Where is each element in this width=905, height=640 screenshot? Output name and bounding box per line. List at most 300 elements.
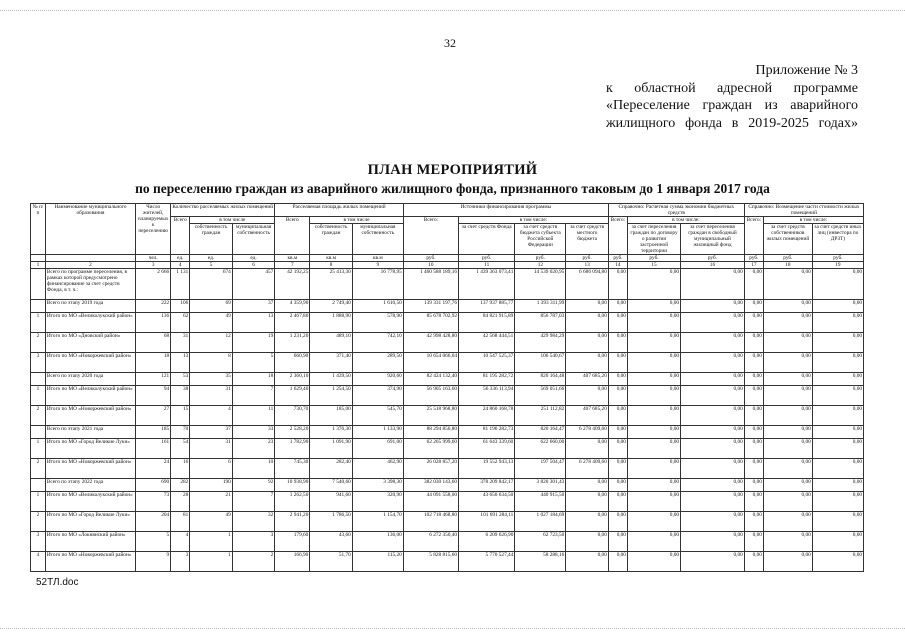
row-value: 6 686 094,80 bbox=[566, 269, 609, 300]
row-value: 15 bbox=[171, 406, 190, 426]
row-value: 1 610,50 bbox=[352, 300, 403, 313]
row-value: 0,00 bbox=[763, 532, 812, 552]
row-value: 166,90 bbox=[275, 552, 310, 572]
row-value: 0,00 bbox=[608, 353, 627, 373]
header-municipality: Наименование муниципального образования bbox=[45, 204, 135, 255]
row-value: 0,00 bbox=[744, 492, 763, 512]
row-value: 10 bbox=[232, 459, 275, 479]
row-value: 85 678 702,92 bbox=[403, 313, 458, 333]
table-row bbox=[31, 300, 864, 313]
row-value: 0,00 bbox=[566, 353, 609, 373]
row-value: 0,00 bbox=[627, 269, 680, 300]
row-value: 0,00 bbox=[763, 333, 812, 353]
row-value: 569 051,66 bbox=[515, 386, 566, 406]
column-number: 5 bbox=[190, 262, 232, 269]
row-value: 0,00 bbox=[763, 300, 812, 313]
row-value: 0,00 bbox=[763, 353, 812, 373]
row-value: 42 192,25 bbox=[275, 269, 310, 300]
row-value: 730,70 bbox=[275, 406, 310, 426]
row-value: 18 bbox=[232, 373, 275, 386]
row-value: 457 bbox=[232, 269, 275, 300]
row-value: 88 294 856,80 bbox=[403, 426, 458, 439]
row-value: 0,00 bbox=[627, 426, 680, 439]
row-value: 7 540,60 bbox=[310, 479, 352, 492]
row-municipality: Итого по МО «Город Великие Луки» bbox=[45, 512, 135, 532]
header-reimb-total: Всего: bbox=[744, 217, 763, 255]
row-value: 24 bbox=[136, 459, 171, 479]
column-number: 9 bbox=[352, 262, 403, 269]
row-municipality: Итого по МО «Новоржевский район» bbox=[45, 353, 135, 373]
row-value: 545,70 bbox=[352, 406, 403, 426]
row-value: 0,00 bbox=[681, 406, 745, 426]
row-value: 1 091,90 bbox=[310, 439, 352, 459]
row-value: 2 749,40 bbox=[310, 300, 352, 313]
column-number: 2 bbox=[45, 262, 135, 269]
row-value: 4 359,90 bbox=[275, 300, 310, 313]
row-value: 0,00 bbox=[681, 300, 745, 313]
row-value: 1 262,50 bbox=[275, 492, 310, 512]
header-local: за счет средств местного бюджета bbox=[566, 224, 609, 255]
unit-cell: ед. bbox=[190, 255, 232, 262]
row-value: 462,90 bbox=[352, 459, 403, 479]
unit-cell: руб. bbox=[763, 255, 812, 262]
row-value: 19 bbox=[232, 333, 275, 353]
row-value: 26 028 857,20 bbox=[403, 459, 458, 479]
row-value: 222 bbox=[136, 300, 171, 313]
row-value: 0,00 bbox=[608, 512, 627, 532]
row-value: 27 bbox=[136, 406, 171, 426]
row-municipality: Итого по МО «Великолукский район» bbox=[45, 313, 135, 333]
table-row bbox=[31, 532, 864, 552]
row-number bbox=[31, 300, 46, 313]
row-value: 0,00 bbox=[627, 406, 680, 426]
row-value: 0,00 bbox=[681, 552, 745, 572]
row-municipality: Итого по МО «Новоржевский район» bbox=[45, 552, 135, 572]
row-value: 0,00 bbox=[681, 386, 745, 406]
row-value: 0,00 bbox=[608, 479, 627, 492]
row-value: 2 bbox=[232, 552, 275, 572]
row-value: 0,00 bbox=[627, 552, 680, 572]
row-value: 0,00 bbox=[812, 353, 863, 373]
row-value: 745,30 bbox=[275, 459, 310, 479]
row-value: 73 bbox=[136, 492, 171, 512]
row-value: 4 bbox=[190, 406, 232, 426]
row-value: 622 660,00 bbox=[515, 439, 566, 459]
row-value: 691,00 bbox=[352, 439, 403, 459]
row-value: 0,00 bbox=[763, 313, 812, 333]
table-row bbox=[31, 353, 864, 373]
row-value: 1 888,90 bbox=[310, 313, 352, 333]
column-number: 1 bbox=[31, 262, 46, 269]
unit-cell: руб. bbox=[681, 255, 745, 262]
row-value: 1 027 184,69 bbox=[515, 512, 566, 532]
column-number: 3 bbox=[136, 262, 171, 269]
row-value: 0,00 bbox=[627, 386, 680, 406]
row-value: 0,00 bbox=[763, 269, 812, 300]
table-row bbox=[31, 512, 864, 532]
row-value: 54 bbox=[171, 439, 190, 459]
row-value: 1 bbox=[190, 552, 232, 572]
row-value: 185,00 bbox=[310, 406, 352, 426]
row-number: 3 bbox=[31, 532, 46, 552]
row-value: 13 bbox=[171, 353, 190, 373]
row-value: 70 bbox=[171, 426, 190, 439]
column-number: 12 bbox=[515, 262, 566, 269]
row-value: 49 bbox=[190, 512, 232, 532]
row-municipality: Итого по МО «Город Великие Луки» bbox=[45, 439, 135, 459]
row-value: 0,00 bbox=[608, 426, 627, 439]
row-value: 101 691 284,11 bbox=[459, 512, 515, 532]
row-value: 0,00 bbox=[608, 459, 627, 479]
row-value: 3 bbox=[232, 532, 275, 552]
row-value: 0,00 bbox=[744, 333, 763, 353]
row-value: 31 bbox=[190, 439, 232, 459]
row-number bbox=[31, 269, 46, 300]
header-premises-count: Количество расселяемых жилых помещений bbox=[171, 204, 275, 217]
row-value: 0,00 bbox=[608, 439, 627, 459]
row-municipality: Итого по МО «Локнянский район» bbox=[45, 532, 135, 552]
row-value: 81 bbox=[171, 512, 190, 532]
header-sources-including: в том числе: bbox=[459, 217, 609, 224]
row-value: 1 786,50 bbox=[310, 512, 352, 532]
row-number: 1 bbox=[31, 439, 46, 459]
row-value: 0,00 bbox=[608, 373, 627, 386]
row-value: 1 460 588 189,16 bbox=[403, 269, 458, 300]
row-value: 0,00 bbox=[812, 532, 863, 552]
header-area-citizens: собственность граждан bbox=[310, 224, 352, 255]
row-value: 0,00 bbox=[744, 479, 763, 492]
row-value: 35 bbox=[190, 373, 232, 386]
row-value: 2 467,80 bbox=[275, 313, 310, 333]
header-eco-contract: за счет переселения граждан по договору о развитии застроенной территории bbox=[627, 224, 680, 255]
row-number: 2 bbox=[31, 333, 46, 353]
row-value: 81 196 282,73 bbox=[459, 426, 515, 439]
header-area-including: в том числе bbox=[310, 217, 403, 224]
row-value: 10 938,90 bbox=[275, 479, 310, 492]
row-value: 31 bbox=[190, 386, 232, 406]
row-municipality: Всего по этапу 2021 года bbox=[45, 426, 135, 439]
row-value: 23 bbox=[232, 439, 275, 459]
row-value: 0,00 bbox=[681, 313, 745, 333]
row-number: 2 bbox=[31, 406, 46, 426]
row-number bbox=[31, 479, 46, 492]
row-municipality: Итого по МО «Новоржевский район» bbox=[45, 406, 135, 426]
row-value: 51,70 bbox=[310, 552, 352, 572]
row-value: 1 133,90 bbox=[352, 426, 403, 439]
row-value: 0,00 bbox=[627, 532, 680, 552]
header-reimb-own: за счет средств собственников жилых помещений bbox=[763, 224, 812, 255]
row-value: 0,00 bbox=[744, 386, 763, 406]
unit-cell: руб. bbox=[627, 255, 680, 262]
row-value: 2 941,20 bbox=[275, 512, 310, 532]
row-value: 378 209 842,17 bbox=[459, 479, 515, 492]
column-numbers-row bbox=[31, 262, 864, 269]
row-value: 7 bbox=[232, 386, 275, 406]
row-value: 382 030 143,60 bbox=[403, 479, 458, 492]
row-value: 1 bbox=[190, 532, 232, 552]
row-value: 136 bbox=[136, 313, 171, 333]
row-value: 941,60 bbox=[310, 492, 352, 512]
row-value: 440 915,50 bbox=[515, 492, 566, 512]
row-value: 282,40 bbox=[310, 459, 352, 479]
row-value: 0,00 bbox=[763, 439, 812, 459]
row-value: 62 265 999,60 bbox=[403, 439, 458, 459]
row-value: 0,00 bbox=[566, 552, 609, 572]
row-value: 0,00 bbox=[812, 459, 863, 479]
row-value: 0,00 bbox=[681, 439, 745, 459]
header-sources-total: Всего: bbox=[403, 217, 458, 255]
row-value: 25 413,30 bbox=[310, 269, 352, 300]
row-value: 24 860 168,78 bbox=[459, 406, 515, 426]
row-value: 0,00 bbox=[744, 552, 763, 572]
header-reimb-other: за счет средств иных лиц (инвестора по ДРЗТ) bbox=[812, 224, 863, 255]
row-value: 14 539 020,95 bbox=[515, 269, 566, 300]
row-value: 16 778,95 bbox=[352, 269, 403, 300]
row-value: 0,00 bbox=[627, 373, 680, 386]
row-value: 137 937 885,77 bbox=[459, 300, 515, 313]
row-value: 37 bbox=[232, 300, 275, 313]
table-row bbox=[31, 479, 864, 492]
row-value: 742,10 bbox=[352, 333, 403, 353]
table-row bbox=[31, 459, 864, 479]
row-value: 0,00 bbox=[608, 313, 627, 333]
row-value: 0,00 bbox=[812, 269, 863, 300]
row-value: 0,00 bbox=[608, 300, 627, 313]
row-value: 1 439 363 073,41 bbox=[459, 269, 515, 300]
column-number: 15 bbox=[627, 262, 680, 269]
appendix-line-2: к областной адресной программе bbox=[606, 80, 858, 96]
row-value: 0,00 bbox=[681, 353, 745, 373]
row-value: 0,00 bbox=[763, 479, 812, 492]
row-value: 61 643 339,60 bbox=[459, 439, 515, 459]
row-number: 3 bbox=[31, 353, 46, 373]
row-value: 0,00 bbox=[627, 353, 680, 373]
header-premises-total: Всего bbox=[171, 217, 190, 255]
row-value: 8 bbox=[190, 353, 232, 373]
document-title: ПЛАН МЕРОПРИЯТИЙ bbox=[367, 162, 538, 178]
row-value: 0,00 bbox=[566, 512, 609, 532]
row-value: 0,00 bbox=[608, 333, 627, 353]
unit-cell: руб. bbox=[403, 255, 458, 262]
header-eco-free: за счет переселения граждан в свободный муниципальный жилищный фонд bbox=[681, 224, 745, 255]
table-row bbox=[31, 552, 864, 572]
row-value: 0,00 bbox=[744, 439, 763, 459]
row-municipality: Итого по МО «Дновский район» bbox=[45, 333, 135, 353]
header-economy-total: Всего: bbox=[608, 217, 627, 255]
header-residents: Число жителей, планируемых к переселению bbox=[136, 204, 171, 255]
appendix-line-4: жилищного фонда в 2019-2025 годах» bbox=[606, 115, 858, 131]
header-reference-reimbursement: Справочно: Возмещение части стоимости жилых помещений bbox=[744, 204, 863, 217]
row-value: 0,00 bbox=[608, 492, 627, 512]
row-value: 320,90 bbox=[352, 492, 403, 512]
row-value: 10 547 525,37 bbox=[459, 353, 515, 373]
row-value: 0,00 bbox=[744, 353, 763, 373]
row-value: 0,00 bbox=[627, 313, 680, 333]
column-number: 10 bbox=[403, 262, 458, 269]
row-value: 56 905 163,60 bbox=[403, 386, 458, 406]
row-value: 407 685,20 bbox=[566, 373, 609, 386]
row-value: 0,00 bbox=[763, 426, 812, 439]
row-number: 2 bbox=[31, 512, 46, 532]
row-value: 0,00 bbox=[627, 459, 680, 479]
column-number: 8 bbox=[310, 262, 352, 269]
scan-top-edge bbox=[0, 0, 905, 11]
column-number: 6 bbox=[232, 262, 275, 269]
row-value: 92 bbox=[232, 479, 275, 492]
scan-bottom-edge bbox=[0, 628, 905, 639]
row-value: 49 bbox=[190, 313, 232, 333]
row-value: 94 bbox=[136, 386, 171, 406]
column-number: 18 bbox=[763, 262, 812, 269]
row-value: 0,00 bbox=[763, 373, 812, 386]
header-area-municipal: муниципальная собственность bbox=[352, 224, 403, 255]
row-value: 5 bbox=[136, 532, 171, 552]
row-value: 1 131 bbox=[171, 269, 190, 300]
row-value: 289,50 bbox=[352, 353, 403, 373]
row-value: 25 518 968,80 bbox=[403, 406, 458, 426]
row-value: 0,00 bbox=[812, 300, 863, 313]
row-value: 0,00 bbox=[627, 300, 680, 313]
row-value: 4 bbox=[171, 532, 190, 552]
column-number: 11 bbox=[459, 262, 515, 269]
row-value: 0,00 bbox=[744, 300, 763, 313]
document-subtitle: по переселению граждан из аварийного жилищного фонда, признанного таковым до 1 января 2017 года bbox=[135, 181, 770, 196]
row-value: 0,00 bbox=[627, 333, 680, 353]
row-value: 0,00 bbox=[566, 300, 609, 313]
row-value: 0,00 bbox=[812, 439, 863, 459]
row-value: 0,00 bbox=[763, 406, 812, 426]
row-value: 106 bbox=[171, 300, 190, 313]
row-value: 0,00 bbox=[812, 313, 863, 333]
row-value: 0,00 bbox=[566, 313, 609, 333]
column-number: 7 bbox=[275, 262, 310, 269]
row-number: 1 bbox=[31, 492, 46, 512]
row-value: 0,00 bbox=[744, 406, 763, 426]
row-value: 161 bbox=[136, 439, 171, 459]
row-value: 136,00 bbox=[352, 532, 403, 552]
table-row bbox=[31, 313, 864, 333]
row-value: 56 336 113,94 bbox=[459, 386, 515, 406]
row-value: 0,00 bbox=[763, 552, 812, 572]
row-value: 3 bbox=[171, 552, 190, 572]
row-value: 0,00 bbox=[812, 512, 863, 532]
row-value: 0,00 bbox=[608, 386, 627, 406]
file-name: 52ТЛ.doc bbox=[36, 577, 79, 588]
row-value: 407 685,20 bbox=[566, 406, 609, 426]
header-economy-including: в том числе: bbox=[627, 217, 744, 224]
row-value: 62 723,50 bbox=[515, 532, 566, 552]
row-value: 660,90 bbox=[275, 353, 310, 373]
row-value: 6 209 626,90 bbox=[459, 532, 515, 552]
row-value: 33 bbox=[232, 426, 275, 439]
row-value: 920,60 bbox=[352, 373, 403, 386]
row-value: 578,90 bbox=[352, 313, 403, 333]
row-number bbox=[31, 426, 46, 439]
row-value: 0,00 bbox=[744, 313, 763, 333]
row-value: 62 bbox=[171, 313, 190, 333]
row-value: 5 bbox=[232, 353, 275, 373]
row-value: 820 164,48 bbox=[515, 373, 566, 386]
row-value: 0,00 bbox=[763, 492, 812, 512]
row-value: 3 820 301,43 bbox=[515, 479, 566, 492]
row-value: 282 bbox=[171, 479, 190, 492]
row-value: 0,00 bbox=[812, 479, 863, 492]
row-value: 3 398,30 bbox=[352, 479, 403, 492]
row-value: 42 568 444,51 bbox=[459, 333, 515, 353]
table-row bbox=[31, 439, 864, 459]
appendix-line-3: «Переселение граждан из аварийного bbox=[606, 98, 858, 113]
unit-cell: кв.м bbox=[310, 255, 352, 262]
column-number: 4 bbox=[171, 262, 190, 269]
unit-cell: руб. bbox=[744, 255, 763, 262]
row-value: 38 bbox=[171, 386, 190, 406]
header-sources: Источники финансирования программы bbox=[403, 204, 608, 217]
row-value: 185 bbox=[136, 426, 171, 439]
row-value: 115,20 bbox=[352, 552, 403, 572]
unit-cell: ед. bbox=[171, 255, 190, 262]
row-value: 1 629,40 bbox=[275, 386, 310, 406]
row-value: 690 bbox=[136, 479, 171, 492]
row-value: 53 bbox=[171, 373, 190, 386]
row-value: 0,00 bbox=[812, 426, 863, 439]
row-number bbox=[31, 373, 46, 386]
row-value: 58 288,16 bbox=[515, 552, 566, 572]
row-value: 0,00 bbox=[681, 532, 745, 552]
row-value: 102 718 468,80 bbox=[403, 512, 458, 532]
table-row bbox=[31, 386, 864, 406]
row-value: 0,00 bbox=[763, 459, 812, 479]
unit-cell: кв.м bbox=[275, 255, 310, 262]
row-municipality: Всего по этапу 2020 года bbox=[45, 373, 135, 386]
row-value: 1 439,50 bbox=[310, 373, 352, 386]
row-value: 371,40 bbox=[310, 353, 352, 373]
row-value: 0,00 bbox=[566, 386, 609, 406]
row-value: 0,00 bbox=[681, 426, 745, 439]
row-value: 2 666 bbox=[136, 269, 171, 300]
unit-cell: руб. bbox=[515, 255, 566, 262]
row-value: 84 821 915,89 bbox=[459, 313, 515, 333]
table-row bbox=[31, 426, 864, 439]
header-fund: за счет средств Фонда bbox=[459, 224, 515, 255]
header-regional: за счет средств бюджета субъекта Российской Федерации bbox=[515, 224, 566, 255]
row-value: 0,00 bbox=[627, 479, 680, 492]
row-value: 0,00 bbox=[744, 532, 763, 552]
row-value: 0,00 bbox=[627, 492, 680, 512]
table-row bbox=[31, 406, 864, 426]
column-number: 16 bbox=[681, 262, 745, 269]
row-value: 0,00 bbox=[812, 373, 863, 386]
unit-cell: кв.м bbox=[352, 255, 403, 262]
table-row bbox=[31, 492, 864, 512]
row-value: 42 998 428,80 bbox=[403, 333, 458, 353]
row-value: 0,00 bbox=[812, 552, 863, 572]
row-value: 204 bbox=[136, 512, 171, 532]
row-value: 1 393 311,99 bbox=[515, 300, 566, 313]
row-value: 7 bbox=[232, 492, 275, 512]
row-value: 0,00 bbox=[608, 552, 627, 572]
row-value: 0,00 bbox=[744, 512, 763, 532]
row-value: 12 bbox=[190, 333, 232, 353]
row-municipality: Итого по МО «Великолукский район» bbox=[45, 386, 135, 406]
row-value: 0,00 bbox=[812, 333, 863, 353]
row-value: 856 787,03 bbox=[515, 313, 566, 333]
row-value: 5 770 527,44 bbox=[459, 552, 515, 572]
row-value: 0,00 bbox=[744, 459, 763, 479]
table-row bbox=[31, 269, 864, 300]
column-number: 19 bbox=[812, 262, 863, 269]
row-value: 674 bbox=[190, 269, 232, 300]
row-value: 0,00 bbox=[566, 479, 609, 492]
